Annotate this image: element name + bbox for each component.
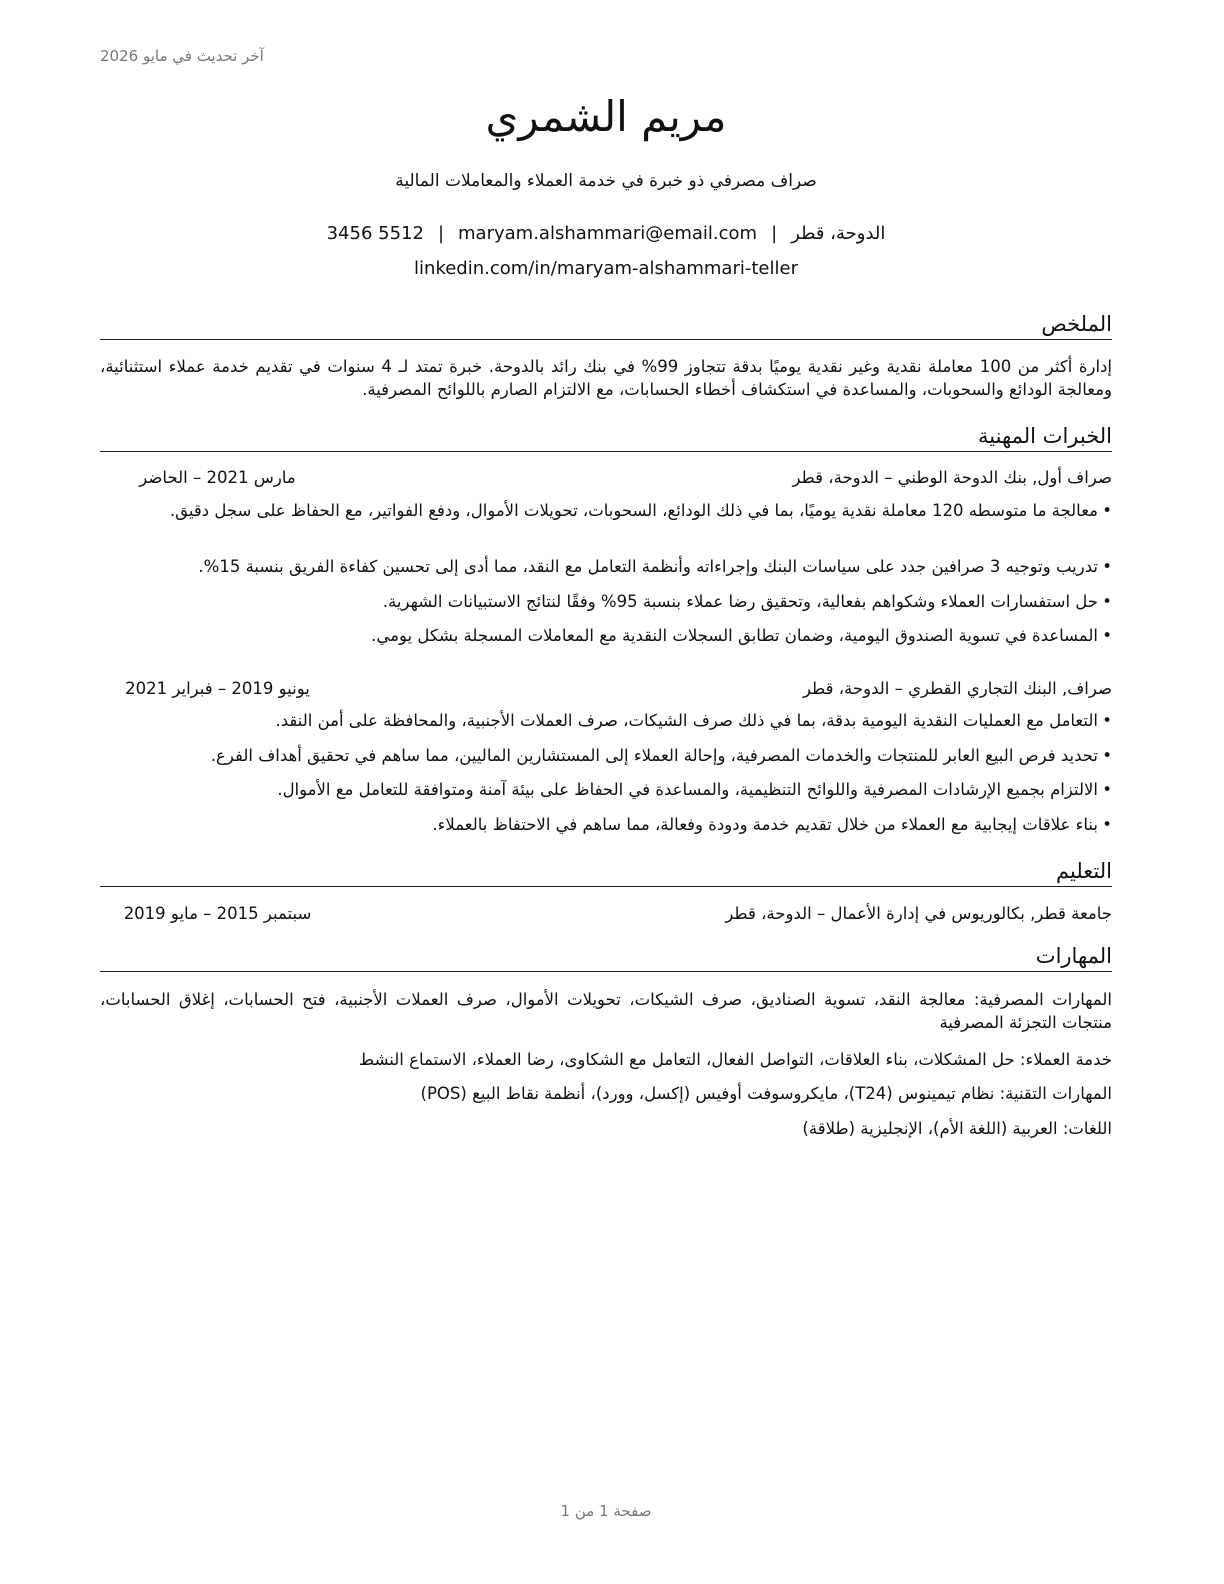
job-header — [100, 678, 1112, 700]
job-title: صراف, البنك التجاري القطري – الدوحة، قطر — [802, 679, 1112, 698]
summary-heading: الملخص — [100, 311, 1112, 340]
job-dates: مارس 2021 – الحاضر — [139, 468, 296, 487]
page-number: صفحة 1 من 1 — [560, 1502, 652, 1520]
candidate-name: مريم الشمري — [485, 92, 727, 141]
education-degree: جامعة قطر, بكالوريوس في إدارة الأعمال – الدوحة، قطر — [725, 904, 1112, 923]
contact-separator: | — [437, 223, 445, 244]
contact-linkedin[interactable]: linkedin.com/in/maryam-alshammari-teller — [414, 258, 798, 279]
job-bullet: • بناء علاقات إيجابية مع العملاء من خلال تقديم خدمة ودودة وفعالة، مما ساهم في الاحتفاظ بالعملاء. — [100, 813, 1112, 836]
resume-page — [100, 0, 1112, 1584]
candidate-headline: صراف مصرفي ذو خبرة في خدمة العملاء والمعاملات المالية — [395, 171, 817, 191]
skills-line: اللغات: العربية (اللغة الأم)، الإنجليزية (طلاقة) — [802, 1119, 1112, 1138]
job-bullet: • تدريب وتوجيه 3 صرافين جدد على سياسات البنك وإجراءاته وأنظمة التعامل مع النقد، مما أدى إلى تحسين كفاءة الفريق بنسبة 15%. — [100, 555, 1112, 578]
skills-line: المهارات المصرفية: معالجة النقد، تسوية الصناديق، صرف الشيكات، تحويلات الأموال، صرف العملات الأجنبية، فتح الحسابات، إغلاق الحسابات، منتجات التجزئة المصرفية — [100, 990, 1112, 1032]
job-header — [100, 467, 1112, 489]
skills-heading: المهارات — [100, 943, 1112, 972]
job-bullet: • المساعدة في تسوية الصندوق اليومية، وضمان تطابق السجلات النقدية مع المعاملات المسجلة بشكل يومي. — [100, 624, 1112, 647]
skills-line: المهارات التقنية: نظام تيمينوس (T24)، مايكروسوفت أوفيس (إكسل، وورد)، أنظمة نقاط البيع (POS) — [420, 1084, 1112, 1103]
skills-line: خدمة العملاء: حل المشكلات، بناء العلاقات، التواصل الفعال، التعامل مع الشكاوى، رضا العملاء، الاستماع النشط — [358, 1050, 1112, 1069]
education-entry — [100, 903, 1112, 925]
job-dates: يونيو 2019 – فبراير 2021 — [125, 679, 310, 698]
job-title: صراف أول, بنك الدوحة الوطني – الدوحة، قطر — [792, 468, 1112, 487]
education-dates: سبتمبر 2015 – مايو 2019 — [123, 904, 312, 923]
job-bullet: • الالتزام بجميع الإرشادات المصرفية واللوائح التنظيمية، والمساعدة في الحفاظ على بيئة آمنة ومتوافقة للتعامل مع الأموال. — [100, 778, 1112, 801]
contact-location: الدوحة، قطر — [791, 223, 886, 244]
last-updated-note: آخر تحديث في مايو 2026 — [100, 47, 264, 65]
job-bullet: • التعامل مع العمليات النقدية اليومية بدقة، بما في ذلك صرف الشيكات، صرف العملات الأجنبية، والمحافظة على أمن النقد. — [100, 709, 1112, 732]
experience-heading: الخبرات المهنية — [100, 423, 1112, 452]
contact-line — [100, 223, 1112, 244]
contact-email[interactable]: maryam.alshammari@email.com — [458, 223, 758, 244]
education-heading: التعليم — [100, 858, 1112, 887]
contact-phone: 3456 5512 — [326, 223, 424, 244]
job-bullet: • تحديد فرص البيع العابر للمنتجات والخدمات المصرفية، وإحالة العملاء إلى المستشارين الماليين، مما ساهم في تحقيق أهداف الفرع. — [100, 744, 1112, 767]
contact-separator: | — [771, 223, 778, 244]
job-bullet: • حل استفسارات العملاء وشكواهم بفعالية، وتحقيق رضا عملاء بنسبة 95% وفقًا لنتائج الاستبيانات الشهرية. — [100, 590, 1112, 613]
summary-text: إدارة أكثر من 100 معاملة نقدية وغير نقدية يوميًا بدقة تتجاوز 99% في بنك رائد بالدوحة. خبرة تمتد لـ 4 سنوات في تقديم خدمة عملاء استثنائية، ومعالجة الودائع والسحوبات، والمساعدة في استكشاف أخطاء الحسابات، مع الالتزام الصارم باللوائح المصرفية. — [100, 357, 1112, 399]
job-bullet: • معالجة ما متوسطه 120 معاملة نقدية يوميًا، بما في ذلك الودائع، السحوبات، تحويلات الأموال، ودفع الفواتير، مع الحفاظ على سجل دقيق. — [100, 499, 1112, 522]
